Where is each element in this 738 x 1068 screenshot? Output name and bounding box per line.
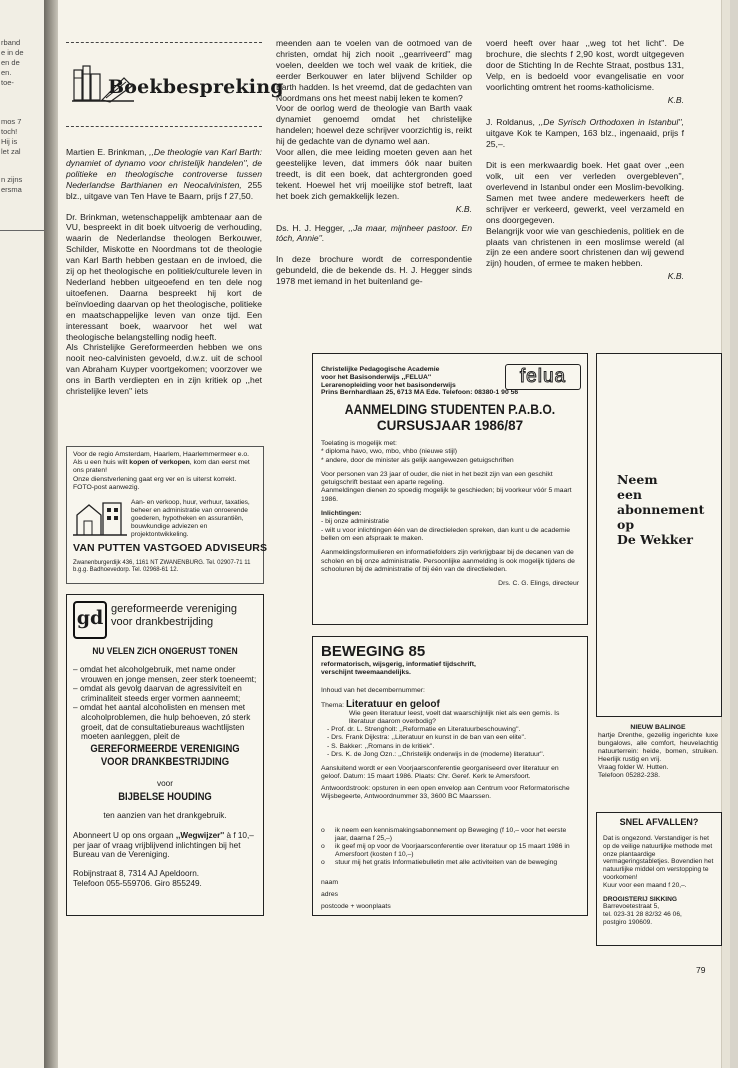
form-field-address[interactable]: adres: [321, 891, 339, 898]
gd-logo: gd: [73, 601, 107, 639]
enrolment-details: Toelating is mogelijk met: * diploma havo, vwo, mbo, vhbo (nieuwe stijl) * andere, door de minister als gelijk aangewezen getuigschriften Voor personen van 23 jaar of ouder, die niet in het bezit zijn van een geschikt getuigschrift bestaat een aparte regeling. Aanmeldingen dienen zo spoedig mogelijk te geschieden; bij voorkeur vóór 5 maart 1986. Inlichtingen: - bij onze administratie - wilt u voor inlichtingen één van de directieleden spreken, dan kunt u de academie bellen om een afspraak te maken. Aanmeldingsformulieren en informatiefolders zijn verkrijgbaar bij de decanen van de scholen en bij onze administratie. Persoonlijke aanmelding is ook mogelijk tijdens de schooluren bij de administratie of bij één van de directieleden. Drs. C. G. Elings, directeur: [321, 440, 579, 588]
signature: K.B.: [667, 94, 684, 105]
drankbestrijding-ad: gd gereformeerde vereniging voor drankbestrijding NU VELEN ZICH ONGERUST TONEN – omdat het alcoholgebruik, met name onder vrouwen en jonge mensen, zeer sterk toeneemt; – omdat als gevolg daarvan de agressiviteit en criminaliteit steeds erger vormen aanneemt; – omdat het aantal alcoholisten en mensen met alcoholproblemen, die hulp behoeven, zó sterk groeit, dat de consultatiebureaus wachtlijsten moeten aanleggen, pleit de GEREFORMEERDE VERENIGING VOOR DRANKBESTRIJDING voor BIJBELSE HOUDING ten aanzien van het drankgebruik. Abonneert U op ons orgaan ,,Wegwijzer'' à f 10,– per jaar of vraag vrijblijvend inlichtingen bij het Bureau van de Vereniging. Robijnstraat 8, 7314 AJ Apeldoorn. Telefoon 055-559706. Giro 855249.: [66, 594, 264, 916]
fragment: en.: [1, 68, 12, 77]
fragment: en de: [1, 58, 20, 67]
subscription-text: Abonneert U op ons orgaan ,,Wegwijzer'' à f 10,– per jaar of vraag vrijblijvend inlichtingen bij het Bureau van de Vereniging.: [73, 831, 254, 860]
sikking-text: Dat is ongezond. Verstandiger is het op de veilige natuurlijke methode met onze plantaardige vermageringstabletjes. Bovendien het natuurlijke middel om verstopping te voorkomen! Kuur voor een maand f 20,–. DROGISTERIJ SIKKING Barrevoetestraat 5, tel. 023-31 28 82/32 46 06, postgiro 190609.: [603, 835, 714, 926]
book-spine: [44, 0, 58, 1068]
order-options: o ik neem een kennismakingsabonnement op Beweging (f 10,– voor het eerste jaar, daarna f 25,–) o ik geef mij op voor de Voorjaarsconferentie over literatuur op 15 maart 1986 in Amersfoort (kosten f 10,–) o stuur mij het gratis Informatiebulletin met alle activiteiten van de beweging: [321, 827, 570, 867]
fragment: n zijns: [1, 175, 23, 184]
paragraph: Belangrijk voor wie van geschiedenis, politiek en de plaats van christenen in een moslimse wereld (al zijn ze een andere soort christenen dan wij gewend zijn) houden, of ermee te maken hebben.: [486, 225, 684, 269]
checkbox[interactable]: o: [321, 859, 325, 867]
bijbelse-houding: BIJBELSE HOUDING: [118, 791, 212, 803]
service-note: Onze dienstverlening gaat erg ver en is uiterst korrekt. FOTO-post aanwezig.: [73, 475, 237, 491]
company-address: Zwanenburgerdijk 436, 1161 NT ZWANENBURG. Tel. 02907-71 11: [73, 560, 251, 566]
review-3-heading: J. Roldanus, ,,De Syrisch Orthodoxen in Istanbul'', uitgave Kok te Kampen, 163 blz., ingenaaid, prijs f 25,–.: [486, 117, 684, 150]
review-2-heading: Ds. H. J. Hegger, ,,Ja maar, mijnheer pastoor. En tóch, Annie''.: [276, 222, 472, 244]
review-1-heading: Martien E. Brinkman, ,,De theologie van Karl Barth: dynamiet of dynamo voor christelijk handelen'', de politieke en theologische controverse tussen Nederlandse Barthianen en Neocalvinisten, 255 blz., uitgave van Ten Have te Baarn, prijs f 27,50.: [66, 147, 263, 201]
fragment: e in de: [1, 48, 24, 57]
sikking-ad: [596, 812, 722, 946]
checkbox[interactable]: o: [321, 843, 325, 851]
page-number: 79: [696, 965, 706, 975]
paragraph: meenden aan te voelen van de ootmoed van de christen, omdat hij zich nooit ,,gearriveerd'' mag voelen, deelden we toch wel vaak de kritiek, die eerder Berkouwer en later blijvend Schilder op Barth hadden. Is het vreemd, dat de gedachten van Noordmans ons het meest nabij leken te komen?: [276, 38, 472, 103]
felua-ad: [312, 353, 588, 625]
fragment: let zal: [1, 147, 21, 156]
form-field-name[interactable]: naam: [321, 879, 339, 886]
paragraph: voerd heeft over haar ,,weg tot het licht''. De brochure, die slechts f 2,90 kost, wordt uitgegeven door de Stichting In de Rechte Straat, postbus 131, Velp, en is bedoeld voor evangelisatie en voor voorlichting omtrent het rooms-katholicisme.: [486, 38, 684, 92]
company-phone: b.g.g. Badhoevedorp. Tel. 02968-61 12.: [73, 567, 179, 573]
section-header: [66, 38, 284, 138]
enrolment-heading: AANMELDING STUDENTEN P.A.B.O. CURSUSJAAR 1986/87: [344, 402, 556, 433]
company-name: VAN PUTTEN VASTGOED ADVISEURS: [73, 542, 268, 554]
magazine-subtitle: reformatorisch, wijsgerig, informatief tijdschrift, verschijnt tweemaandelijks.: [321, 661, 476, 677]
reasons-list: – omdat het alcoholgebruik, met name onder vrouwen en jonge mensen, zeer sterk toeneemt; – omdat als gevolg daarvan de agressiviteit en criminaliteit steeds erger vormen aanneemt; – omdat het aantal alcoholisten en mensen met alcoholproblemen, die hulp behoeven, zó sterk groeit, dat de consultatiebureaus wachtlijsten moeten aanleggen, pleit de: [73, 665, 257, 742]
column-2: [276, 38, 472, 297]
fragment: ersma: [1, 185, 22, 194]
form-field-postcode[interactable]: postcode + woonplaats: [321, 903, 391, 910]
divider: [0, 230, 44, 231]
beweging-85-ad: [312, 636, 588, 916]
association-name: gereformeerde vereniging voor drankbestrijding: [111, 603, 237, 628]
academy-info: Christelijke Pedagogische Academie voor het Basisonderwijs ,,FELUA'' Lerarenopleiding voor het basisonderwijs Prins Bernhardlaan 25, 6713 MA Ede. Telefoon: 08380-1 90 56: [321, 366, 519, 397]
magazine-title: BEWEGING 85: [321, 643, 426, 660]
fragment: toe-: [1, 78, 14, 87]
paragraph: In deze brochure wordt de correspondentie gebundeld, die de bekende ds. H. J. Hegger sinds 1978 met iemand in het buitenland ge-: [276, 254, 472, 287]
fragment: toch!: [1, 127, 18, 136]
fragment: Hij is: [1, 137, 18, 146]
services-text: Aan- en verkoop, huur, verhuur, taxaties, beheer en administratie van onroerende goederen, hypotheken en assurantiën, bouwkundige adviezen en projektontwikkeling.: [131, 499, 250, 538]
association-address: Robijnstraat 8, 7314 AJ Apeldoorn. Telefoon 055-559706. Giro 855249.: [73, 869, 202, 888]
paragraph: Voor allen, die mee leiding moeten geven aan het geestelijke leven, dat immers óók naar buiten treedt, is dit een boek, dat achtergronden goed tekent. Hoewel het vrij moeilijke stof betreft, laat het boek zich gemakkelijk lezen.: [276, 147, 472, 201]
sikking-title: SNEL AFVALLEN?: [619, 817, 699, 827]
section-title: Boekbespreking: [108, 76, 284, 98]
wekker-text: Neem een abonnement op De Wekker: [617, 472, 705, 547]
signature: K.B.: [667, 271, 684, 282]
fragment: rband: [1, 38, 21, 47]
signature: K.B.: [455, 203, 472, 214]
column-1: [66, 147, 262, 407]
page: [58, 0, 730, 1068]
paragraph: Dit is een merkwaardig boek. Het gaat over ,,een volk, uit een ver verleden overgebleven'', overlevend in Istanbul onder een Moslim-bevolking. Samen met twee andere medewerkers heeft de schrijver er verkeerd, gewerkt, veel verzameld en ons doorgegeven.: [486, 160, 684, 225]
house-icon: [73, 497, 127, 537]
checkbox[interactable]: o: [321, 827, 325, 834]
fragment: mos 7: [1, 117, 22, 126]
van-putten-ad: Voor de regio Amsterdam, Haarlem, Haarlemmermeer e.o. Als u een huis wilt kopen of verkopen, kom dan eerst met ons praten! Onze dienstverlening gaat erg ver en is uiterst korrekt. FOTO-post aanwezig. Aan- en verkoop, huur, verhuur, taxaties, beheer en administratie van onroerende goederen, hypotheken en assurantiën, bouwkundige adviezen en projektontwikkeling. VAN PUTTEN VASTGOED ADVISEURS Zwanenburgerdijk 436, 1161 NT ZWANENBURG. Tel. 02907-71 11 b.g.g. Badhoevedorp. Tel. 02968-61 12.: [66, 446, 264, 584]
slogan: NU VELEN ZICH ONGERUST TONEN: [92, 646, 238, 657]
page-edge: [721, 0, 730, 1068]
previous-page-edge: [0, 0, 45, 1068]
association-heading: GEREFORMEERDE VERENIGING VOOR DRANKBESTRIJDING: [90, 743, 240, 768]
paragraph: Dr. Brinkman, wetenschappelijk ambtenaar aan de VU, bespreekt in dit boek uitvoerig de verhouding, waarin de Nederlandse theologen Berkouwer, Schilder, Miskotte en Noordmans tot de theologie van Karl Barth hebben gestaan en de invloed, die zij op het theologische en politiek/culturele leven in Nederland hebben uitgeoefend en ten dele nog uitoefenen. Daarna bespreekt hij kort de beïnvloeding daarvan op het theologische, politieke en maatschappelijke leven van onze tijd. Een interessant boek, waarvoor het wel wat theologische belangstelling nodig heeft.: [66, 211, 262, 342]
paragraph: Als Christelijke Gereformeerden hebben we ons nooit neo-calvinisten gevoeld, d.w.z. uit de school van Abraham Kuyper voortgekomen; voorzover we ons in Barth verdiepten en in zijn kritiek op ,,het christelijke leven'' iets: [66, 342, 262, 397]
magazine-contents: Inhoud van het decembernummer: Thema: Literatuur en geloof Wie geen literatuur leest, voelt dat waarschijnlijk niet als een gemis. Is literatuur daarom overbodig? - Prof. dr. L. Strengholt: ,,Reformatie en Literatuurbeschouwing''. - Drs. Frank Dijkstra: ,,Literatuur en kunst in de ban van een elite''. - S. Bakker: ,,Romans in de kritiek''. - Drs. K. de Jong Ozn.: ,,Christelijk onderwijs in de (moderne) literatuur''. Aansluitend wordt er een Voorjaarsconferentie georganiseerd over literatuur en geloof. Datum: 15 maart 1986. Plaats: Chr. Geref. Kerk te Amersfoort. Antwoordstrook: opsturen in een open envelop aan Centrum voor Reformatorische Wijsbegeerte, Antwoordnummer 33, 3600 BC Maarssen.: [321, 687, 570, 801]
balinge-ad: NIEUW BALINGE hartje Drenthe, gezellig ingerichte luxe bungalows, alle comfort, heuvelachtig natuurterrein: heide, bomen, struiken. Heerlijk rustig en vrij. Vraag folder W. Hutten. Telefoon 05282-238.: [598, 724, 718, 779]
column-3: [486, 38, 684, 282]
balinge-title: NIEUW BALINGE: [630, 724, 686, 731]
felua-logo: felua: [505, 364, 581, 390]
de-wekker-ad: [596, 353, 722, 717]
paragraph: Voor de oorlog werd de theologie van Barth vaak dynamiet genoemd omdat het christelijke handelen; hoewel deze schrijver voorzichtig is, reikt hij de gedachte van de dynamo wel aan.: [276, 103, 472, 147]
